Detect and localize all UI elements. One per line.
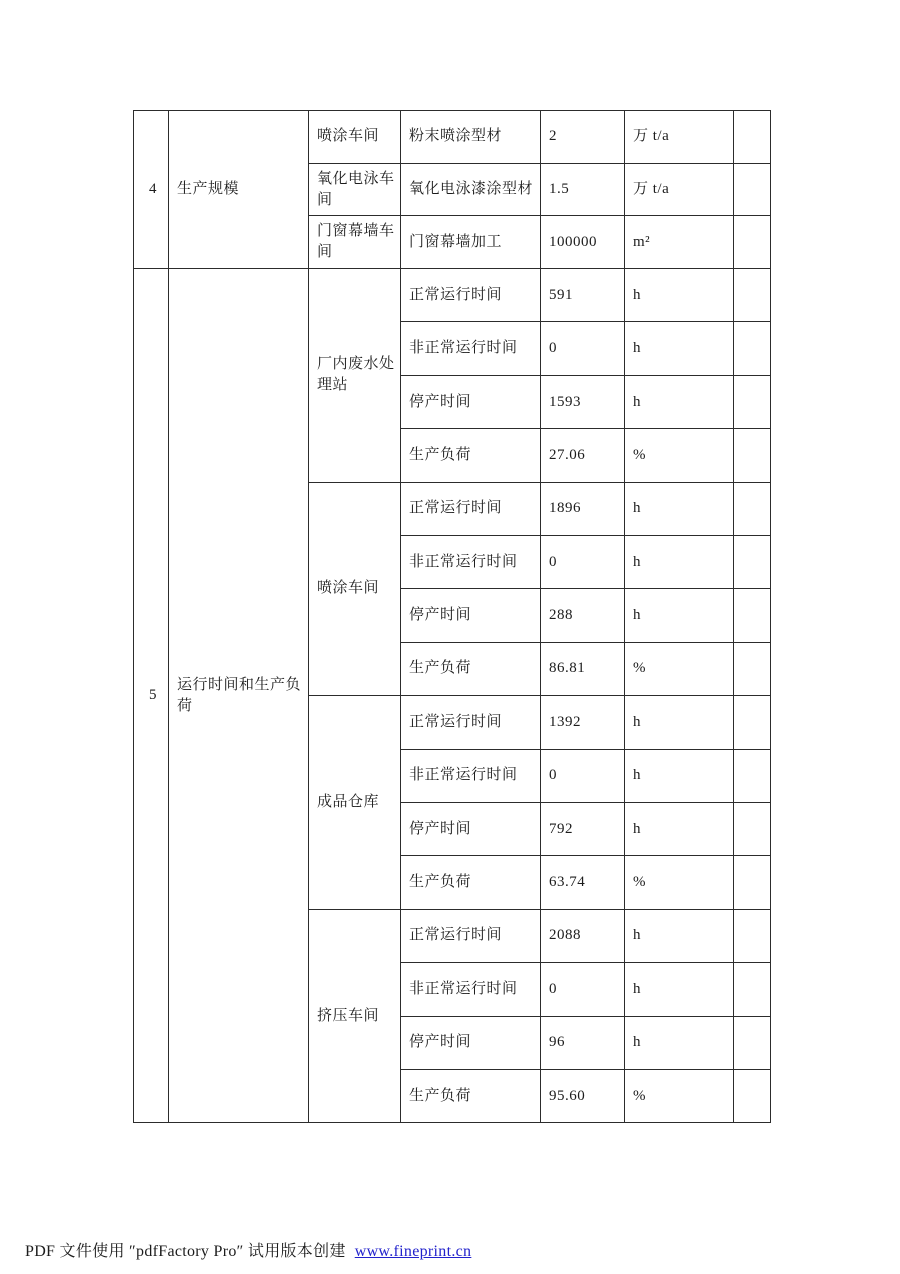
item-cell: 非正常运行时间 [401,536,541,589]
category-cell: 运行时间和生产负荷 [169,269,309,1123]
value-cell: 86.81 [541,642,625,695]
item-cell: 停产时间 [401,375,541,428]
empty-cell [734,216,771,269]
value-cell: 1.5 [541,163,625,216]
value-cell: 0 [541,749,625,802]
empty-cell [734,749,771,802]
unit-cell: h [625,536,734,589]
unit-cell: h [625,322,734,375]
item-cell: 生产负荷 [401,429,541,482]
item-cell: 生产负荷 [401,1069,541,1122]
unit-cell: 万 t/a [625,111,734,164]
value-cell: 288 [541,589,625,642]
empty-cell [734,269,771,322]
item-cell: 正常运行时间 [401,696,541,749]
unit-cell: h [625,696,734,749]
pdf-footer-text: PDF 文件使用 ″pdfFactory Pro″ 试用版本创建 [25,1243,346,1260]
workshop-cell: 挤压车间 [309,909,401,1123]
value-cell: 63.74 [541,856,625,909]
item-cell: 生产负荷 [401,642,541,695]
section-index: 5 [134,269,169,1123]
unit-cell: h [625,749,734,802]
workshop-cell: 喷涂车间 [309,482,401,696]
empty-cell [734,163,771,216]
unit-cell: h [625,269,734,322]
unit-cell: h [625,375,734,428]
unit-cell: % [625,856,734,909]
item-cell: 正常运行时间 [401,482,541,535]
empty-cell [734,536,771,589]
workshop-cell: 喷涂车间 [309,111,401,164]
empty-cell [734,482,771,535]
value-cell: 2 [541,111,625,164]
workshop-cell: 门窗幕墙车间 [309,216,401,269]
item-cell: 停产时间 [401,802,541,855]
unit-cell: h [625,909,734,962]
value-cell: 27.06 [541,429,625,482]
item-cell: 生产负荷 [401,856,541,909]
unit-cell: % [625,642,734,695]
item-cell: 氧化电泳漆涂型材 [401,163,541,216]
value-cell: 2088 [541,909,625,962]
empty-cell [734,429,771,482]
unit-cell: h [625,482,734,535]
unit-cell: % [625,429,734,482]
unit-cell: 万 t/a [625,163,734,216]
pdf-footer [25,1238,471,1261]
value-cell: 1392 [541,696,625,749]
value-cell: 100000 [541,216,625,269]
value-cell: 591 [541,269,625,322]
unit-cell: h [625,589,734,642]
empty-cell [734,1069,771,1122]
item-cell: 正常运行时间 [401,909,541,962]
workshop-cell: 成品仓库 [309,696,401,910]
value-cell: 0 [541,963,625,1016]
item-cell: 非正常运行时间 [401,749,541,802]
category-cell: 生产规模 [169,111,309,269]
value-cell: 1593 [541,375,625,428]
empty-cell [734,375,771,428]
unit-cell: h [625,1016,734,1069]
empty-cell [734,696,771,749]
empty-cell [734,963,771,1016]
empty-cell [734,589,771,642]
empty-cell [734,642,771,695]
item-cell: 正常运行时间 [401,269,541,322]
workshop-cell: 厂内废水处理站 [309,269,401,483]
empty-cell [734,856,771,909]
unit-cell: m² [625,216,734,269]
item-cell: 门窗幕墙加工 [401,216,541,269]
value-cell: 95.60 [541,1069,625,1122]
empty-cell [734,909,771,962]
workshop-cell: 氧化电泳车间 [309,163,401,216]
value-cell: 96 [541,1016,625,1069]
item-cell: 停产时间 [401,589,541,642]
empty-cell [734,111,771,164]
value-cell: 0 [541,536,625,589]
unit-cell: h [625,802,734,855]
empty-cell [734,802,771,855]
fineprint-link[interactable]: www.fineprint.cn [354,1243,472,1260]
item-cell: 粉末喷涂型材 [401,111,541,164]
empty-cell [734,1016,771,1069]
item-cell: 非正常运行时间 [401,322,541,375]
production-stats-table [133,110,771,1123]
table-row [134,111,771,164]
item-cell: 停产时间 [401,1016,541,1069]
value-cell: 792 [541,802,625,855]
empty-cell [734,322,771,375]
value-cell: 0 [541,322,625,375]
table-row [134,269,771,322]
value-cell: 1896 [541,482,625,535]
section-index: 4 [134,111,169,269]
unit-cell: % [625,1069,734,1122]
item-cell: 非正常运行时间 [401,963,541,1016]
unit-cell: h [625,963,734,1016]
